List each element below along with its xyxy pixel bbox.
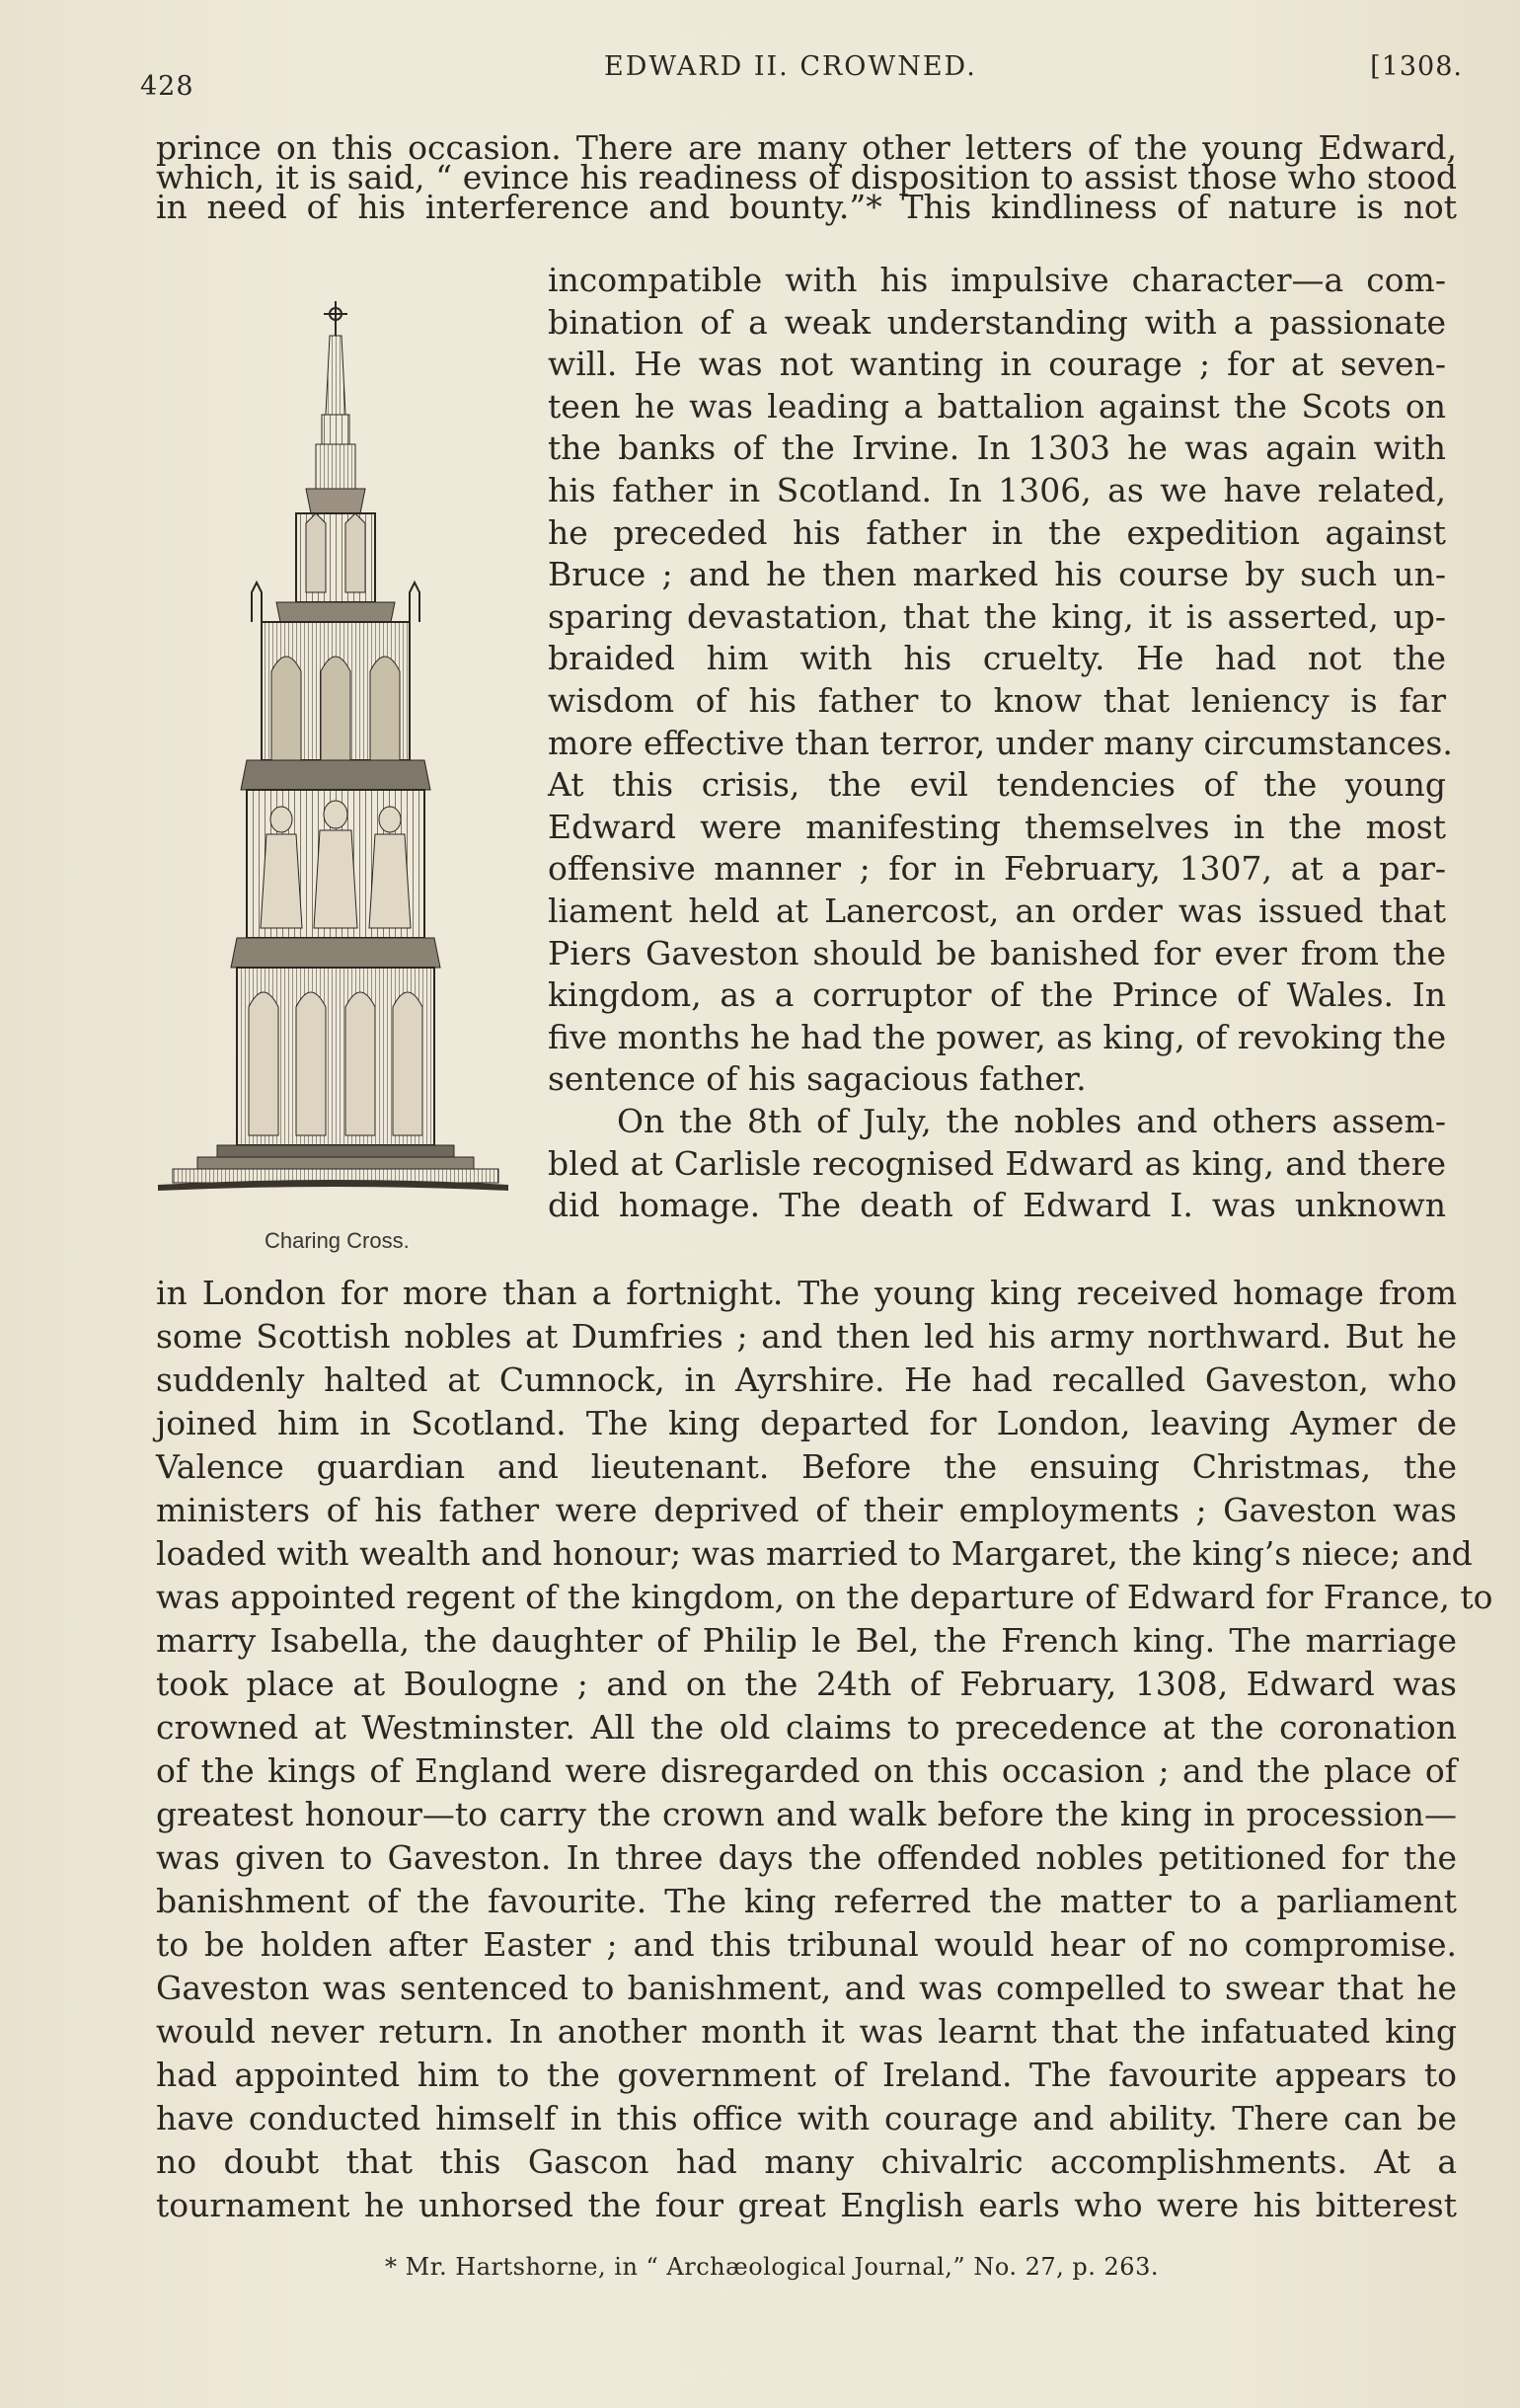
text-line: more effective than terror, under many circumstances. — [548, 723, 1453, 762]
text-line: crowned at Westminster. All the old claims to precedence at the coronation — [156, 1708, 1457, 1747]
text-line: Edward were manifesting themselves in the most — [548, 807, 1446, 846]
text-line: braided him with his cruelty. He had not the — [548, 639, 1446, 678]
text-line: his father in Scotland. In 1306, as we have related, — [548, 471, 1446, 509]
text-line: ministers of his father were deprived of their employments ; Gaveston was — [156, 1491, 1457, 1529]
text-line: bled at Carlisle recognised Edward as king, and there — [548, 1143, 1446, 1183]
text-line: was appointed regent of the kingdom, on the departure of Edward for France, to — [156, 1578, 1493, 1616]
footnote: * Mr. Hartshorne, in “ Archæological Journal,” No. 27, p. 263. — [385, 2253, 1159, 2281]
text-line: no doubt that this Gascon had many chivalric accomplishments. At a — [156, 2142, 1457, 2181]
text-line: incompatible with his impulsive character—a com- — [548, 261, 1446, 299]
text-line: offensive manner ; for in February, 1307, at a par- — [548, 849, 1446, 889]
text-line: will. He was not wanting in courage ; for at seven- — [548, 345, 1446, 384]
page-number: 428 — [140, 71, 194, 102]
text-line: sentence of his sagacious father. — [548, 1059, 1087, 1099]
text-line: five months he had the power, as king, of revoking the — [548, 1017, 1447, 1056]
text-line: At this crisis, the evil tendencies of the young — [548, 765, 1446, 805]
text-line: have conducted himself in this office with courage and ability. There can be — [156, 2099, 1457, 2137]
text-line: Valence guardian and lieutenant. Before the ensuing Christmas, the — [156, 1447, 1457, 1486]
text-line: On the 8th of July, the nobles and others assem- — [617, 1102, 1446, 1140]
text-line: did homage. The death of Edward I. was unknown — [548, 1186, 1446, 1225]
text-line: wisdom of his father to know that leniency is far — [548, 681, 1446, 720]
text-line: some Scottish nobles at Dumfries ; and then led his army northward. But he — [156, 1317, 1457, 1356]
text-line: was given to Gaveston. In three days the offended nobles petitioned for the — [156, 1838, 1457, 1877]
text-line: liament held at Lanercost, an order was issued that — [548, 892, 1446, 930]
text-line: of the kings of England were disregarded on this occasion ; and the place of — [156, 1751, 1457, 1790]
text-line: he preceded his father in the expedition against — [548, 512, 1446, 552]
running-head — [140, 51, 1463, 102]
charing-cross-illustration — [158, 296, 513, 1204]
text-line: Bruce ; and he then marked his course by such un- — [548, 555, 1446, 594]
text-line: to be holden after Easter ; and this tribunal would hear of no compromise. — [156, 1925, 1457, 1964]
running-year: [1308. — [1370, 51, 1463, 82]
text-line: Piers Gaveston should be banished for ever from the — [548, 933, 1446, 972]
text-line: tournament he unhorsed the four great English earls who were his bitterest — [156, 2186, 1457, 2224]
text-line: sparing devastation, that the king, it is asserted, up- — [548, 596, 1446, 636]
text-line: loaded with wealth and honour; was married to Margaret, the king’s niece; and — [156, 1534, 1473, 1573]
charing-cross-engraving-icon — [158, 296, 513, 1204]
text-line: the banks of the Irvine. In 1303 he was again with — [548, 428, 1446, 468]
text-line: in need of his interference and bounty.”* This kindliness of nature is not — [156, 187, 1457, 226]
text-line: banishment of the favourite. The king referred the matter to a parliament — [156, 1882, 1457, 1920]
text-line: in London for more than a fortnight. The young king received homage from — [156, 1274, 1457, 1312]
text-line: took place at Boulogne ; and on the 24th of February, 1308, Edward was — [156, 1665, 1457, 1703]
text-line: Gaveston was sentenced to banishment, and was compelled to swear that he — [156, 1969, 1457, 2007]
text-line: greatest honour—to carry the crown and walk before the king in procession— — [156, 1795, 1457, 1833]
text-line: prince on this occasion. There are many other letters of the young Edward, — [156, 128, 1457, 167]
text-line: joined him in Scotland. The king departed for London, leaving Aymer de — [156, 1404, 1457, 1442]
figure-caption: Charing Cross. — [265, 1228, 410, 1253]
text-line: kingdom, as a corruptor of the Prince of Wales. In — [548, 975, 1446, 1015]
text-line: teen he was leading a battalion against the Scots on — [548, 386, 1446, 426]
running-title: EDWARD II. CROWNED. — [604, 51, 977, 82]
text-line: marry Isabella, the daughter of Philip le Bel, the French king. The marriage — [156, 1621, 1457, 1660]
text-line: had appointed him to the government of Ireland. The favourite appears to — [156, 2056, 1457, 2094]
text-line: which, it is said, “ evince his readiness of disposition to assist those who stood — [156, 157, 1457, 196]
text-line: bination of a weak understanding with a passionate — [548, 302, 1446, 342]
text-line: suddenly halted at Cumnock, in Ayrshire. He had recalled Gaveston, who — [156, 1360, 1457, 1399]
text-line: would never return. In another month it was learnt that the infatuated king — [156, 2012, 1457, 2051]
